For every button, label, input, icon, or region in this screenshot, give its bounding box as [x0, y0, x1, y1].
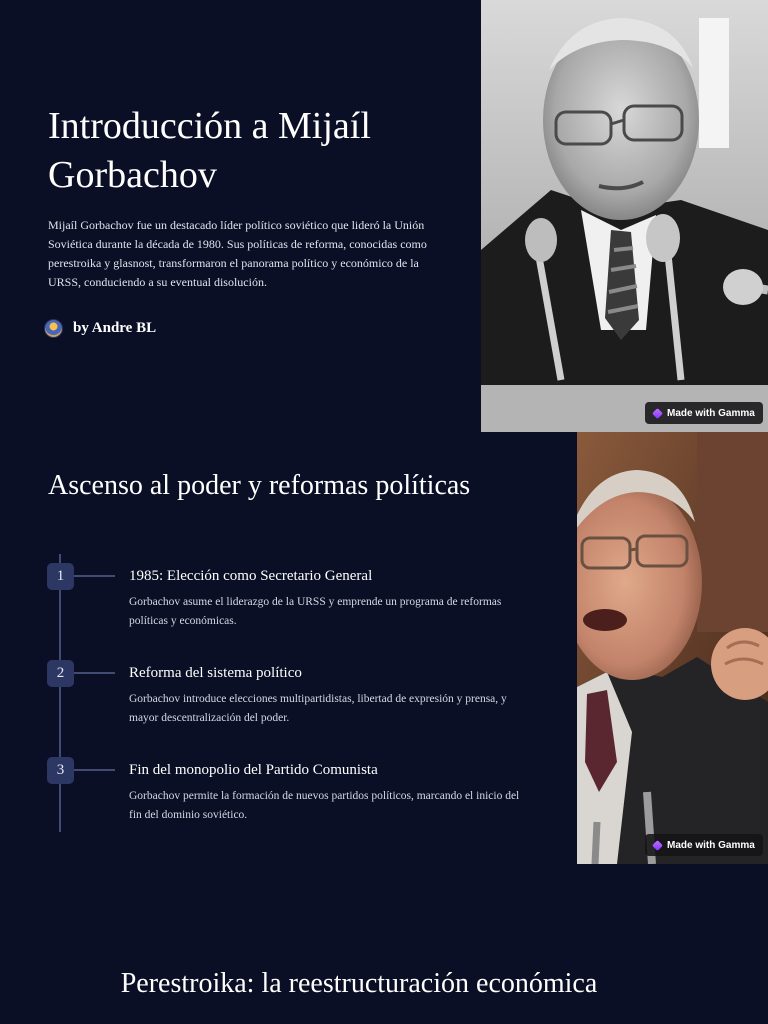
timeline-heading: Fin del monopolio del Partido Comunista	[129, 762, 378, 778]
slide-rise-to-power	[0, 432, 768, 864]
author-avatar	[44, 319, 63, 338]
timeline-connector	[74, 769, 115, 771]
timeline-text: Gorbachov asume el liderazgo de la URSS y emprende un programa de reformas políticas y económicas.	[129, 596, 502, 627]
timeline-heading: Reforma del sistema político	[129, 665, 302, 681]
slide-body-text: Mijaíl Gorbachov fue un destacado líder político soviético que lideró la Unión Soviética durante la década de 1980. Sus políticas de reforma, conocidas como perestroika y glasnost, transformaron el panorama político y económico de la URSS, conduciendo a su eventual disolución.	[48, 218, 427, 289]
timeline-text: Gorbachov permite la formación de nuevos partidos políticos, marcando el inicio del fin del dominio soviético.	[129, 790, 520, 821]
made-with-gamma-badge[interactable]	[645, 402, 763, 424]
timeline-number-badge: 1	[47, 563, 74, 590]
gamma-badge-label: Made with Gamma	[667, 839, 755, 851]
slide-perestroika	[0, 864, 768, 1024]
author-row	[44, 319, 156, 338]
gorbachev-photo-podium	[481, 0, 768, 432]
timeline-text: Gorbachov introduce elecciones multipartidistas, libertad de expresión y prensa, y mayor descentralización del poder.	[129, 693, 507, 724]
timeline-connector	[74, 575, 115, 577]
slide-title: Perestroika: la reestructuración económica	[120, 968, 598, 999]
timeline-heading: 1985: Elección como Secretario General	[129, 568, 373, 584]
gamma-badge-label: Made with Gamma	[667, 407, 755, 419]
slide-title: Introducción a Mijaíl Gorbachov	[48, 105, 371, 196]
gamma-logo-icon	[652, 408, 663, 419]
timeline-number-badge: 3	[47, 757, 74, 784]
author-name: by Andre BL	[73, 320, 157, 336]
gamma-logo-icon	[652, 840, 663, 851]
slide-intro	[0, 0, 768, 432]
made-with-gamma-badge[interactable]	[645, 834, 763, 856]
timeline-number-badge: 2	[47, 660, 74, 687]
slide-title: Ascenso al poder y reformas políticas	[48, 470, 471, 501]
timeline-connector	[74, 672, 115, 674]
timeline-line	[59, 554, 61, 832]
gorbachev-photo-speech	[577, 432, 768, 864]
